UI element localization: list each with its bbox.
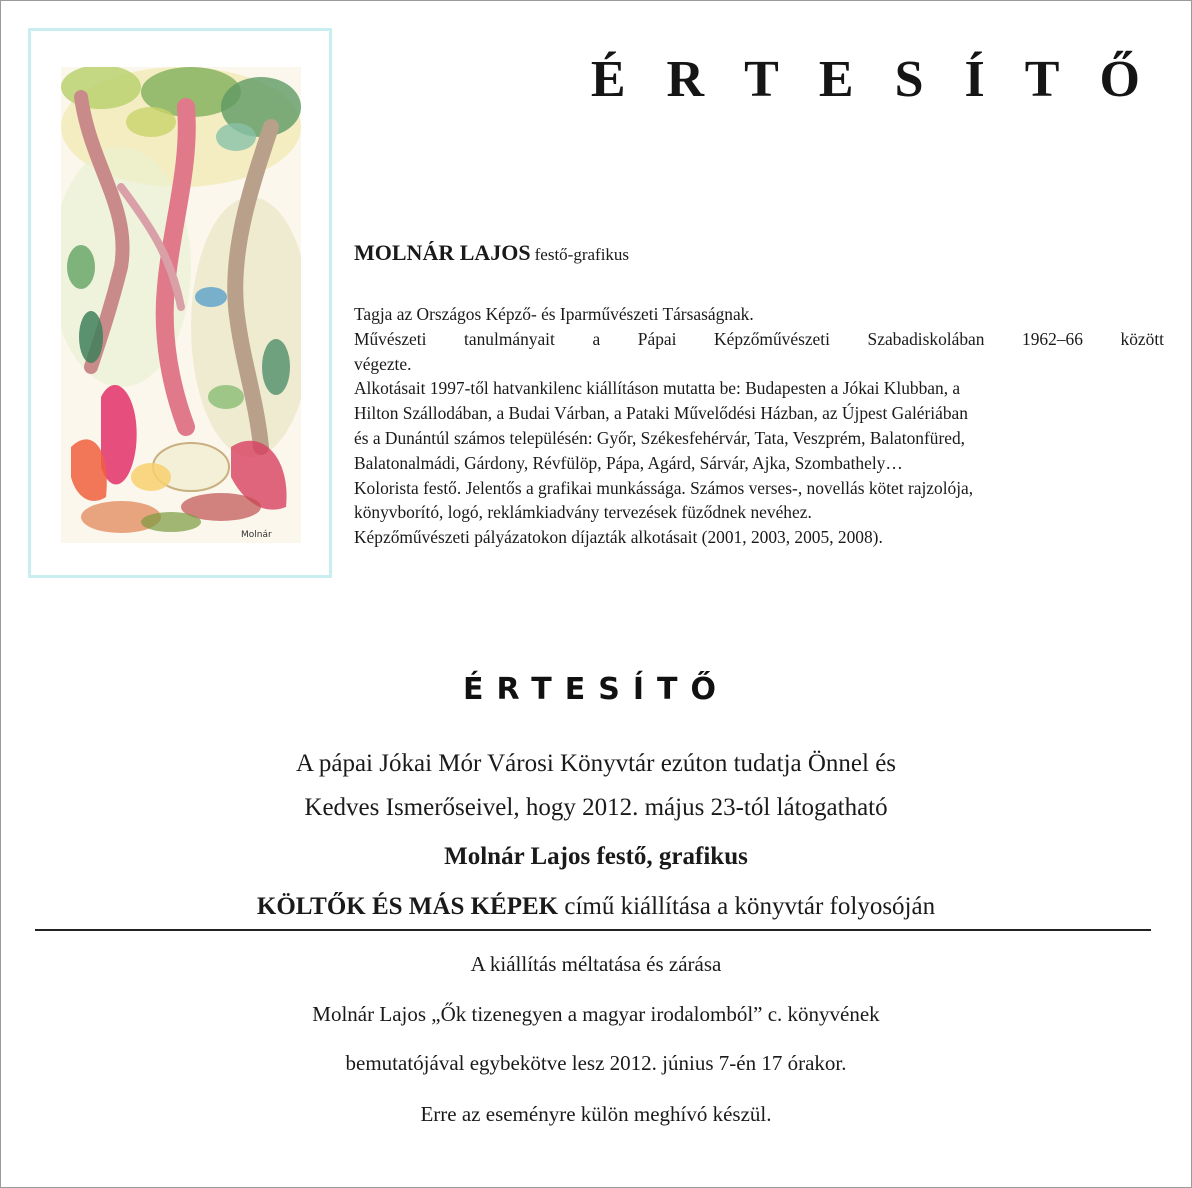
bio-line: és a Dunántúl számos településén: Győr, Székesfehérvár, Tata, Veszprém, Balatonfüred, xyxy=(354,427,966,448)
page-title: É R T E S Í T Ő xyxy=(590,51,1154,108)
painting-image xyxy=(61,67,301,543)
bio-line: Balatonalmádi, Gárdony, Révfülöp, Pápa, Agárd, Sárvár, Ajka, Szombathely… xyxy=(354,452,903,473)
bio-line: Hilton Szállodában, a Budai Várban, a Pataki Művelődési Házban, az Újpest Galériában xyxy=(354,403,968,424)
notice-line: Kedves Ismerőseivel, hogy 2012. május 23-tól látogatható xyxy=(304,794,888,821)
bio-line: Képzőművészeti pályázatokon díjazták alkotásait (2001, 2003, 2005, 2008). xyxy=(354,527,883,548)
bio-line: végezte. xyxy=(354,353,412,374)
artist-name: MOLNÁR LAJOS xyxy=(354,240,531,265)
bio-line: könyvborító, logó, reklámkiadvány tervezések füződnek nevéhez. xyxy=(354,502,812,523)
bio-line: Alkotásait 1997-től hatvankilenc kiállításon mutatta be: Budapesten a Jókai Klubban, a xyxy=(354,378,961,399)
notice-artist: Molnár Lajos festő, grafikus xyxy=(444,843,748,870)
bio-line: Művészeti tanulmányait a Pápai Képzőművészeti Szabadiskolában 1962–66 között xyxy=(354,328,1164,349)
artist-heading xyxy=(354,240,629,266)
notice-title: ÉRTESÍTŐ xyxy=(463,672,729,707)
artist-role: festő-grafikus xyxy=(534,245,630,264)
exhibition-title: KÖLTŐK ÉS MÁS KÉPEK xyxy=(256,893,559,920)
exhibition-location: című kiállítása a könyvtár folyosóján xyxy=(558,893,936,920)
painting-signature: Molnár xyxy=(241,530,272,540)
divider xyxy=(35,929,1151,931)
notice-line: A pápai Jókai Mór Városi Könyvtár ezúton tudatja Önnel és xyxy=(295,750,897,777)
bio-line: Tagja az Országos Képző- és Iparművészeti Társaságnak. xyxy=(354,304,754,324)
notice-exhibition xyxy=(0,893,1192,921)
watercolor-painting xyxy=(28,28,332,578)
closing-line: Molnár Lajos „Ők tizenegyen a magyar irodalomból” c. könyvének xyxy=(312,1002,880,1026)
artist-biography xyxy=(354,302,1164,550)
bio-line: Kolorista festő. Jelentős a grafikai munkássága. Számos verses-, novellás kötet rajzolója, xyxy=(354,477,974,498)
closing-line: bemutatójával egybekötve lesz 2012. június 7-én 17 órakor. xyxy=(345,1051,847,1075)
closing-line: Erre az eseményre külön meghívó készül. xyxy=(420,1102,772,1126)
closing-line: A kiállítás méltatása és zárása xyxy=(470,952,722,976)
